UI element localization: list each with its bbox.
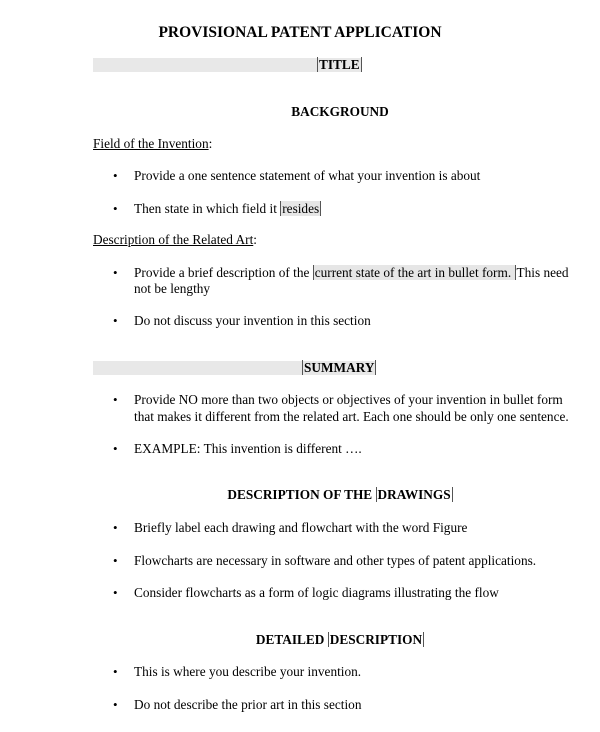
drawings-bullet-3: Consider flowcharts as a form of logic diagrams illustrating the flow — [134, 585, 499, 600]
summary-heading[interactable] — [302, 360, 376, 376]
bullet-marker: • — [113, 265, 118, 280]
bullet-marker: • — [113, 520, 118, 535]
detailed-bullet-2: Do not describe the prior art in this section — [134, 697, 362, 712]
detailed-heading-pre: DETAILED — [255, 632, 328, 647]
field-of-invention-text: Field of the Invention — [93, 136, 209, 151]
related-art-text: Description of the Related Art — [93, 232, 254, 247]
detailed-bullet-1: This is where you describe your invention. — [134, 664, 362, 679]
background-heading: BACKGROUND — [291, 104, 389, 119]
title-field[interactable] — [317, 57, 362, 73]
resides-field[interactable]: resides — [282, 201, 320, 216]
title-field-text: TITLE — [319, 57, 360, 72]
detailed-heading — [0, 632, 600, 648]
detailed-field[interactable]: DESCRIPTION — [329, 632, 423, 647]
summary-bullet-1-line1: Provide NO more than two objects or objectives of your invention in bullet form — [134, 392, 563, 407]
document-title: PROVISIONAL PATENT APPLICATION — [158, 24, 442, 41]
summary-bullet-1-line2: that makes it different from the related art. Each one should be only one sentence. — [134, 409, 569, 424]
summary-bullet-2: EXAMPLE: This invention is different …. — [134, 441, 362, 456]
bullet-marker: • — [113, 553, 118, 568]
bullet-marker: • — [113, 392, 118, 407]
field-bullet-2-text: Then state in which field it — [134, 201, 281, 216]
bullet-marker: • — [113, 201, 118, 216]
related-art-label — [93, 232, 257, 248]
drawings-heading-pre: DESCRIPTION OF THE — [227, 487, 376, 502]
summary-heading-text: SUMMARY — [304, 360, 375, 375]
bullet-marker: • — [113, 313, 118, 328]
bullet-marker: • — [113, 441, 118, 456]
related-bullet-1-line2: not be lengthy — [134, 281, 211, 296]
state-of-art-field[interactable]: current state of the art in bullet form. — [314, 265, 515, 280]
drawings-bullet-1: Briefly label each drawing and flowchart with the word Figure — [134, 520, 468, 535]
field-bullet-1: Provide a one sentence statement of what your invention is about — [134, 168, 481, 183]
drawings-field[interactable]: DRAWINGS — [377, 487, 451, 502]
field-of-invention-label — [93, 136, 212, 152]
related-bullet-2: Do not discuss your invention in this section — [134, 313, 371, 328]
related-art-colon: : — [253, 232, 257, 247]
drawings-bullet-2: Flowcharts are necessary in software and other types of patent applications. — [134, 553, 537, 568]
related-bullet-1-post: This need — [516, 265, 569, 280]
related-bullet-1 — [134, 265, 569, 281]
field-of-invention-colon: : — [208, 136, 213, 151]
related-bullet-1-pre: Provide a brief description of the — [134, 265, 313, 280]
bullet-marker: • — [113, 585, 118, 600]
bullet-marker: • — [113, 697, 118, 712]
bullet-marker: • — [113, 168, 118, 183]
bullet-marker: • — [113, 664, 118, 679]
drawings-heading — [0, 487, 600, 503]
field-bullet-2 — [134, 201, 321, 217]
